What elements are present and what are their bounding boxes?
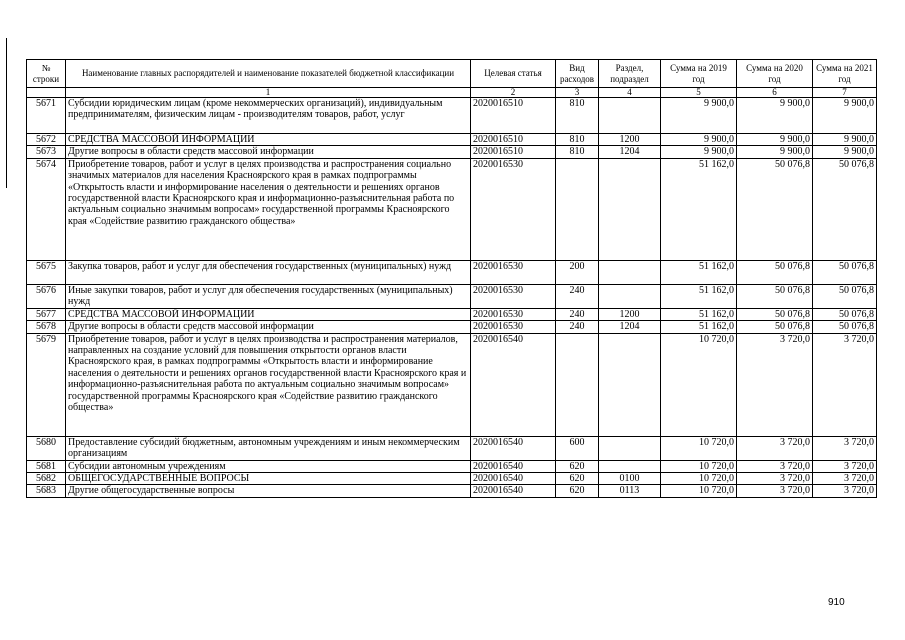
row-name: Другие вопросы в области средств массовой информации: [66, 146, 471, 158]
row-name: Иные закупки товаров, работ и услуг для обеспечения государственных (муниципальных) нужд: [66, 284, 471, 308]
row-sum-2019: 10 720,0: [661, 436, 737, 460]
row-sum-2020: 50 076,8: [737, 260, 813, 284]
row-number: 5673: [27, 146, 66, 158]
row-name: Другие вопросы в области средств массовой информации: [66, 321, 471, 333]
row-number: 5676: [27, 284, 66, 308]
row-number: 5682: [27, 473, 66, 485]
header-sum-2021: Сумма на 2021 год: [813, 60, 877, 88]
table-body: [27, 98, 877, 498]
row-name: Субсидии автономным учреждениям: [66, 460, 471, 472]
row-sum-2019: 51 162,0: [661, 308, 737, 320]
row-name: СРЕДСТВА МАССОВОЙ ИНФОРМАЦИИ: [66, 134, 471, 146]
index-cell: 6: [737, 88, 813, 98]
row-section: [599, 333, 661, 436]
header-sum-2019: Сумма на 2019 год: [661, 60, 737, 88]
table-row: [27, 98, 877, 134]
table-row: [27, 158, 877, 260]
row-name: Субсидии юридическим лицам (кроме некоммерческих организаций), индивидуальным предпринимателям, физическим лицам - производителям товаров, работ, услуг: [66, 98, 471, 134]
row-sum-2021: 3 720,0: [813, 473, 877, 485]
index-cell: 4: [599, 88, 661, 98]
table-row: [27, 284, 877, 308]
row-kind: 240: [556, 321, 599, 333]
table-row: [27, 473, 877, 485]
row-number: 5679: [27, 333, 66, 436]
row-section: 1200: [599, 134, 661, 146]
header-target: Целевая статья: [471, 60, 556, 88]
row-sum-2021: 50 076,8: [813, 321, 877, 333]
row-sum-2021: 50 076,8: [813, 260, 877, 284]
index-cell: 2: [471, 88, 556, 98]
row-kind: 600: [556, 436, 599, 460]
row-kind: 810: [556, 134, 599, 146]
row-sum-2020: 3 720,0: [737, 333, 813, 436]
row-number: 5677: [27, 308, 66, 320]
index-cell: 3: [556, 88, 599, 98]
row-kind: 810: [556, 146, 599, 158]
row-section: 1200: [599, 308, 661, 320]
row-number: 5680: [27, 436, 66, 460]
row-target: 2020016530: [471, 260, 556, 284]
header-num: № строки: [27, 60, 66, 88]
row-kind: 240: [556, 308, 599, 320]
header-section: Раздел, подраздел: [599, 60, 661, 88]
table-row: [27, 146, 877, 158]
row-sum-2020: 3 720,0: [737, 460, 813, 472]
row-section: 0100: [599, 473, 661, 485]
row-section: [599, 260, 661, 284]
row-section: 0113: [599, 485, 661, 497]
row-name: СРЕДСТВА МАССОВОЙ ИНФОРМАЦИИ: [66, 308, 471, 320]
row-target: 2020016540: [471, 333, 556, 436]
row-section: [599, 158, 661, 260]
row-sum-2020: 9 900,0: [737, 98, 813, 134]
row-target: 2020016530: [471, 158, 556, 260]
row-sum-2021: 3 720,0: [813, 436, 877, 460]
row-number: 5674: [27, 158, 66, 260]
row-sum-2019: 51 162,0: [661, 321, 737, 333]
row-target: 2020016540: [471, 460, 556, 472]
row-target: 2020016540: [471, 485, 556, 497]
row-name: Предоставление субсидий бюджетным, автономным учреждениям и иным некоммерческим организациям: [66, 436, 471, 460]
row-number: 5681: [27, 460, 66, 472]
index-cell: 1: [66, 88, 471, 98]
row-number: 5672: [27, 134, 66, 146]
header-name: Наименование главных распорядителей и наименование показателей бюджетной классификации: [66, 60, 471, 88]
row-name: Другие общегосударственные вопросы: [66, 485, 471, 497]
row-kind: [556, 158, 599, 260]
row-target: 2020016540: [471, 473, 556, 485]
row-sum-2020: 50 076,8: [737, 158, 813, 260]
row-name: Приобретение товаров, работ и услуг в целях производства и распространения социально значимых материалов для населения Красноярского края в рамках подпрограммы «Открытость власти и информирование населения о деятельности и решениях органов государственной власти Красноярского края и информационно-разъяснительная работа по актуальным социально значимым вопросам» государственной программы Красноярского края «Содействие развитию гражданского общества»: [66, 158, 471, 260]
row-sum-2019: 51 162,0: [661, 260, 737, 284]
row-number: 5683: [27, 485, 66, 497]
row-section: [599, 284, 661, 308]
row-sum-2019: 10 720,0: [661, 473, 737, 485]
row-sum-2020: 50 076,8: [737, 321, 813, 333]
index-cell-empty: [27, 88, 66, 98]
table-row: [27, 308, 877, 320]
row-sum-2021: 3 720,0: [813, 460, 877, 472]
row-number: 5675: [27, 260, 66, 284]
row-sum-2019: 9 900,0: [661, 134, 737, 146]
row-sum-2021: 3 720,0: [813, 333, 877, 436]
row-kind: 620: [556, 473, 599, 485]
row-target: 2020016510: [471, 98, 556, 134]
budget-table: [26, 59, 877, 498]
row-name: Закупка товаров, работ и услуг для обеспечения государственных (муниципальных) нужд: [66, 260, 471, 284]
row-sum-2021: 9 900,0: [813, 134, 877, 146]
row-target: 2020016530: [471, 321, 556, 333]
page-number: 910: [828, 597, 845, 608]
row-sum-2019: 51 162,0: [661, 158, 737, 260]
row-target: 2020016530: [471, 284, 556, 308]
row-sum-2021: 3 720,0: [813, 485, 877, 497]
row-name: Приобретение товаров, работ и услуг в целях производства и распространения материалов, направленных на создание условий для повышения открытости органов власти Красноярского края, в рамках подпрограммы «Открытость власти и информирование населения о деятельности и решениях органов государственной власти Красноярского края и информационно-разъяснительная работа по актуальным социально значимым вопросам» государственной программы Красноярского края «Содействие развитию гражданского общества»: [66, 333, 471, 436]
row-sum-2021: 9 900,0: [813, 98, 877, 134]
row-name: ОБЩЕГОСУДАРСТВЕННЫЕ ВОПРОСЫ: [66, 473, 471, 485]
row-number: 5678: [27, 321, 66, 333]
table-row: [27, 460, 877, 472]
row-sum-2021: 50 076,8: [813, 284, 877, 308]
row-sum-2019: 51 162,0: [661, 284, 737, 308]
row-sum-2019: 10 720,0: [661, 333, 737, 436]
row-kind: [556, 333, 599, 436]
row-sum-2020: 50 076,8: [737, 308, 813, 320]
row-kind: 200: [556, 260, 599, 284]
row-sum-2020: 3 720,0: [737, 473, 813, 485]
row-target: 2020016530: [471, 308, 556, 320]
row-sum-2020: 9 900,0: [737, 134, 813, 146]
row-kind: 620: [556, 485, 599, 497]
row-target: 2020016540: [471, 436, 556, 460]
row-sum-2021: 50 076,8: [813, 308, 877, 320]
table-row: [27, 485, 877, 497]
row-section: [599, 436, 661, 460]
row-sum-2020: 3 720,0: [737, 436, 813, 460]
row-sum-2019: 9 900,0: [661, 98, 737, 134]
column-index-row: [27, 88, 877, 98]
row-sum-2019: 9 900,0: [661, 146, 737, 158]
row-sum-2020: 50 076,8: [737, 284, 813, 308]
margin-line: [6, 38, 7, 188]
index-cell: 7: [813, 88, 877, 98]
table-row: [27, 321, 877, 333]
row-section: [599, 460, 661, 472]
row-sum-2021: 50 076,8: [813, 158, 877, 260]
row-kind: 810: [556, 98, 599, 134]
row-section: 1204: [599, 146, 661, 158]
row-kind: 240: [556, 284, 599, 308]
row-sum-2019: 10 720,0: [661, 460, 737, 472]
row-number: 5671: [27, 98, 66, 134]
row-target: 2020016510: [471, 146, 556, 158]
row-sum-2021: 9 900,0: [813, 146, 877, 158]
header-kind: Вид расходов: [556, 60, 599, 88]
table-row: [27, 134, 877, 146]
row-sum-2020: 9 900,0: [737, 146, 813, 158]
table-row: [27, 260, 877, 284]
row-sum-2019: 10 720,0: [661, 485, 737, 497]
row-target: 2020016510: [471, 134, 556, 146]
table-row: [27, 436, 877, 460]
row-sum-2020: 3 720,0: [737, 485, 813, 497]
row-section: [599, 98, 661, 134]
table-row: [27, 333, 877, 436]
header-row: [27, 60, 877, 88]
index-cell: 5: [661, 88, 737, 98]
row-section: 1204: [599, 321, 661, 333]
row-kind: 620: [556, 460, 599, 472]
header-sum-2020: Сумма на 2020 год: [737, 60, 813, 88]
